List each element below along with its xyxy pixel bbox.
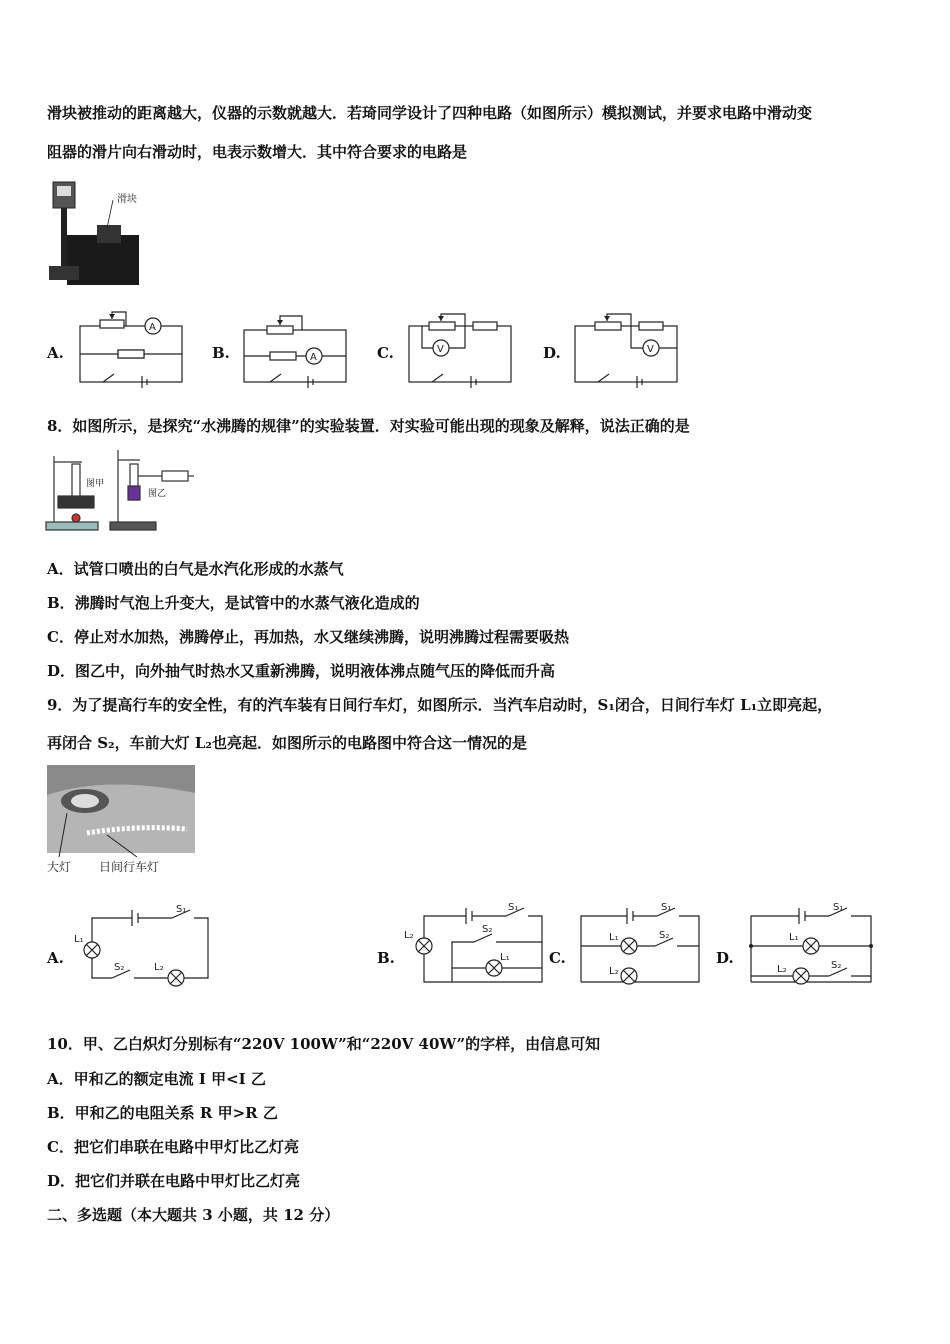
q9-d-s1: S₁ [833,902,844,913]
q9-option-d-label: D. [716,949,734,967]
q7-instrument-photo [47,180,142,288]
q9-circuit-a [72,900,212,990]
q7-option-d-label: D. [543,344,561,362]
q9-c-l1: L₁ [609,932,619,943]
q7-option-a-label: A. [47,344,64,362]
q9-b-s2: S₂ [482,924,493,935]
q9-d-l1: L₁ [789,932,799,943]
q7-slider-label: 滑块 [117,194,137,205]
q10-option-c: C．把它们串联在电路中甲灯比乙灯亮 [47,1138,299,1156]
q9-drl-label: 日间行车灯 [99,860,160,874]
q9-option-b-label: B. [377,949,395,967]
q7-d-voltmeter: V [647,344,654,355]
q9-car-photo [47,765,197,875]
q7-a-ammeter: A [149,322,156,333]
q7-b-ammeter: A [310,352,317,363]
q7-circuit-a [78,310,184,386]
q9-b-s1: S₁ [508,902,519,913]
q8-option-a: A．试管口喷出的白气是水汽化形成的水蒸气 [47,560,344,578]
q8-figure-jia-label: 图甲 [86,479,105,489]
q7-option-c-label: C. [377,344,394,362]
q8-apparatus-figure [44,446,196,532]
q9-c-s2: S₂ [659,930,670,941]
q7-circuit-c [407,310,513,386]
q9-option-c-label: C. [549,949,566,967]
q7-text-line2: 阻器的滑片向右滑动时，电表示数增大．其中符合要求的电路是 [47,143,468,161]
q8-option-c: C．停止对水加热，沸腾停止，再加热，水又继续沸腾，说明沸腾过程需要吸热 [47,628,569,646]
q9-c-s1: S₁ [661,902,672,913]
q9-b-l2: L₂ [404,930,414,941]
q9-b-l1: L₁ [500,952,510,963]
q9-d-s2: S₂ [831,960,842,971]
q8-option-b: B．沸腾时气泡上升变大，是试管中的水蒸气液化造成的 [47,594,420,612]
q8-figure-yi-label: 图乙 [148,489,167,499]
q9-circuit-c [575,898,705,990]
q9-c-l2: L₂ [609,966,619,977]
q7-c-voltmeter: V [437,344,444,355]
q7-circuit-b [242,310,348,386]
q10-option-b: B．甲和乙的电阻关系 R 甲>R 乙 [47,1104,278,1122]
q9-circuit-d [745,898,877,990]
q8-option-d: D．图乙中，向外抽气时热水又重新沸腾，说明液体沸点随气压的降低而升高 [47,662,556,680]
q10-stem: 10．甲、乙白炽灯分别标有“220V 100W”和“220V 40W”的字样，由信息可知 [47,1035,601,1053]
q9-text-line1: 9．为了提高行车的安全性，有的汽车装有日间行车灯，如图所示．当汽车启动时，S₁闭合，日间行车灯 L₁立即亮起， [47,696,833,714]
q9-headlight-label: 大灯 [47,860,72,874]
q7-circuit-d [573,310,679,386]
q9-text-line2: 再闭合 S₂，车前大灯 L₂也亮起．如图所示的电路图中符合这一情况的是 [47,734,527,752]
q9-option-a-label: A. [47,949,64,967]
q9-d-l2: L₂ [777,964,787,975]
q9-a-l1: L₁ [74,934,84,945]
q10-option-a: A．甲和乙的额定电流 I 甲<I 乙 [47,1070,266,1088]
q9-a-s1: S₁ [176,904,187,915]
q9-circuit-b [402,898,544,990]
q10-option-d: D．把它们并联在电路中甲灯比乙灯亮 [47,1172,301,1190]
q8-stem: 8．如图所示，是探究“水沸腾的规律”的实验装置．对实验可能出现的现象及解释，说法正确的是 [47,417,690,435]
q7-option-b-label: B. [212,344,230,362]
q9-a-l2: L₂ [154,962,164,973]
q7-text-line1: 滑块被推动的距离越大，仪器的示数就越大．若琦同学设计了四种电路（如图所示）模拟测试，并要求电路中滑动变 [47,104,813,122]
section-2-heading: 二、多选题（本大题共 3 小题，共 12 分） [47,1206,340,1224]
q9-a-s2: S₂ [114,962,125,973]
